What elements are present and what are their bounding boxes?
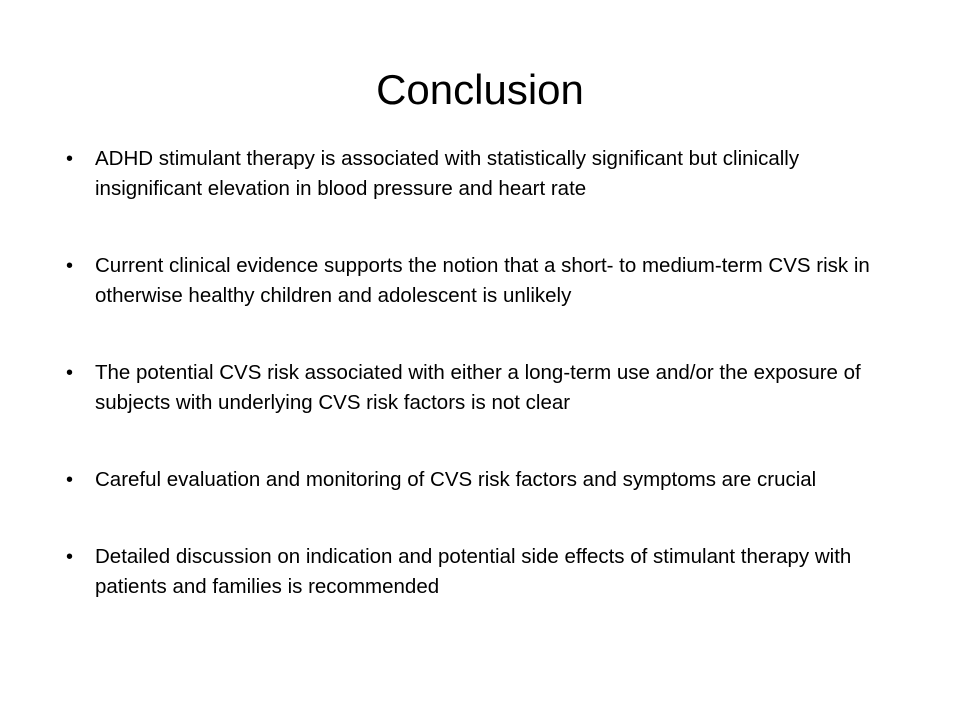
bullet-list [66,144,886,602]
bullet-text: The potential CVS risk associated with either a long-term use and/or the exposure of subjects with underlying CVS risk factors is not clear [95,361,861,414]
bullet-text: Careful evaluation and monitoring of CVS risk factors and symptoms are crucial [95,468,817,491]
bullet-icon: • [66,148,74,170]
bullet-item [66,542,886,602]
bullet-icon: • [66,469,74,491]
bullet-item [66,251,886,311]
bullet-text: Detailed discussion on indication and potential side effects of stimulant therapy with patients and families is recommended [95,545,852,598]
bullet-icon: • [66,546,74,568]
bullet-text: Current clinical evidence supports the notion that a short- to medium-term CVS risk in otherwise healthy children and adolescent is unlikely [95,254,870,307]
bullet-item [66,358,886,418]
bullet-icon: • [66,362,74,384]
bullet-text: ADHD stimulant therapy is associated with statistically significant but clinically insignificant elevation in blood pressure and heart rate [95,147,800,200]
slide-title: Conclusion [376,66,584,113]
bullet-item [66,465,886,495]
bullet-item [66,144,886,204]
bullet-icon: • [66,255,74,277]
